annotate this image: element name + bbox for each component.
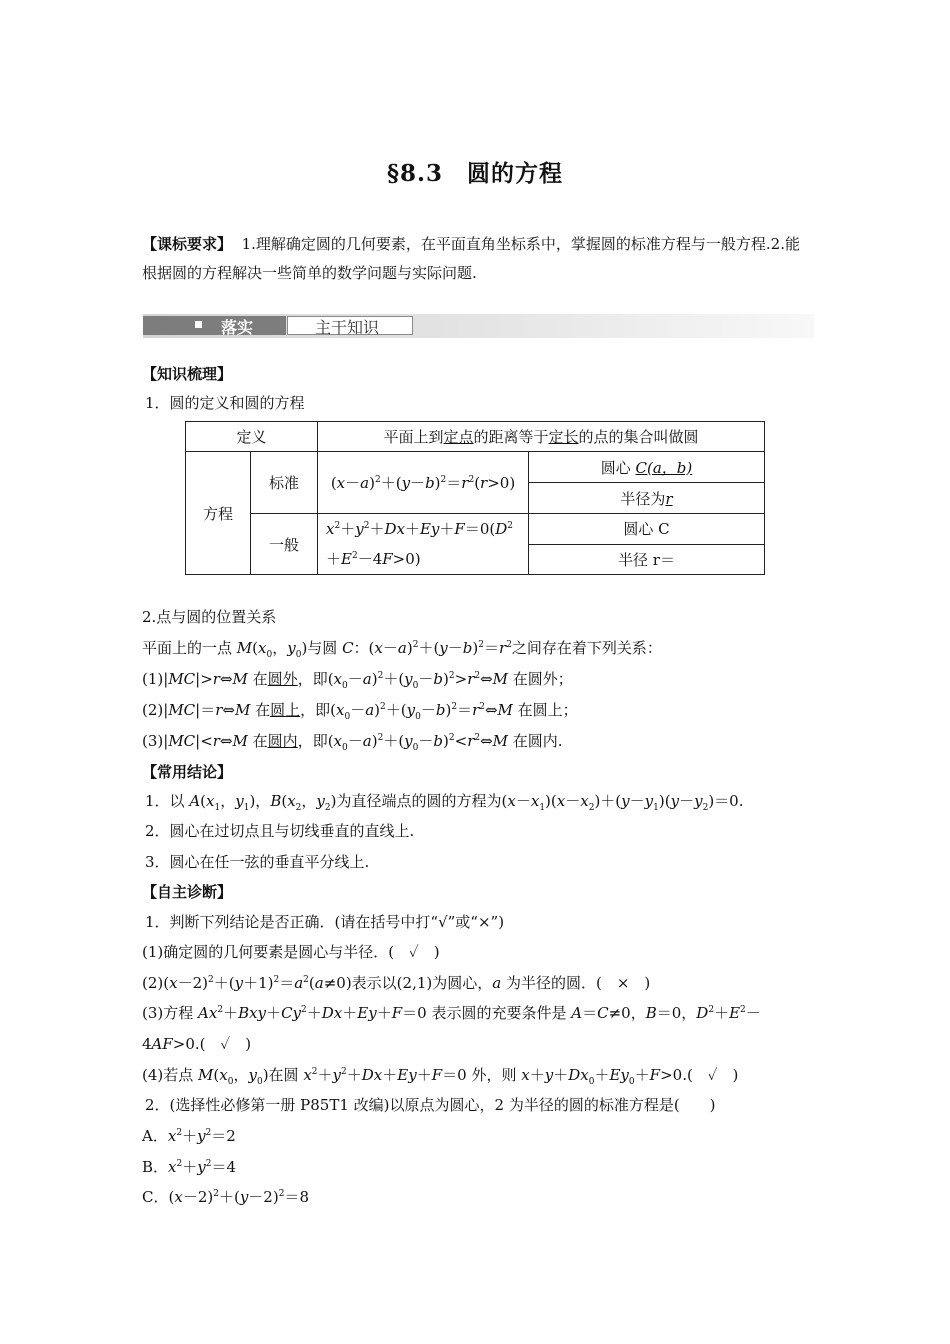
position-intro: 平面上的一点 $M(x_0$，$y_0$)与圆 C：$(x-a)^2+(y-b)^2=r^2$之间存在着下列关系： xyxy=(142,639,662,660)
knowledge-header: 【知识梳理】 xyxy=(142,365,233,383)
true-mark: ✓ xyxy=(220,1035,231,1053)
section-banner xyxy=(143,314,814,338)
diagnosis-q1-3b: 4AF>0.( ✓ ) xyxy=(142,1035,252,1053)
conclusion-1: 1．以 $A(x_1$，$y_1$)，$B(x_2$，$y_2$)为直径端点的圆的方程为$(x-x_1)(x-x_2)+(y-y_1)(y-y_2)=0$. xyxy=(145,792,744,813)
table-std-label: 标准 xyxy=(251,452,318,514)
conclusion-2: 2．圆心在过切点且与切线垂直的直线上. xyxy=(145,822,415,840)
banner-dark-label: 落实 xyxy=(221,318,254,337)
diagnosis-header: 【自主诊断】 xyxy=(142,883,233,901)
diagnosis-q1-1: (1)确定圆的几何要素是圆心与半径．( ✓ ) xyxy=(142,943,440,961)
knowledge-item-2: 2.点与圆的位置关系 xyxy=(142,608,277,626)
diagnosis-q1: 1．判断下列结论是否正确．(请在括号中打“√”或“×”) xyxy=(145,913,505,931)
table-def-label: 定义 xyxy=(186,422,318,452)
square-bullet-icon xyxy=(195,321,202,328)
false-mark: × xyxy=(616,974,630,992)
option-a: A．$x^2+y^2=2$ xyxy=(142,1127,236,1145)
knowledge-item-1: 1．圆的定义和圆的方程 xyxy=(145,394,305,412)
table-def-text: 平面上到定点的距离等于定长的点的集合叫做圆 xyxy=(318,422,765,452)
table-std-equation: $(x-a)^2+(y-b)^2=r^2(r>0)$ xyxy=(318,452,529,514)
position-inside: (3)|MC|<r⇔M 在圆内，即$(x_0-a)^2+(y_0-b)^2<r^2\Leftrightarrow M$ 在圆内. xyxy=(142,732,563,753)
circle-definition-table xyxy=(185,421,765,575)
conclusion-3: 3．圆心在任一弦的垂直平分线上. xyxy=(145,853,370,871)
table-gen-equation: $x^2+y^2+Dx+Ey+F=0(D^2$ $+E^2-4F>0$) xyxy=(318,514,529,575)
option-c: C．$(x-2)^2+(y-2)^2=8$ xyxy=(142,1188,309,1206)
true-mark: ✓ xyxy=(707,1066,718,1084)
option-b: B．$x^2+y^2=4$ xyxy=(142,1158,237,1176)
table-gen-label: 一般 xyxy=(251,514,318,575)
position-on: (2)|MC|＝r⇔M 在圆上，即$(x_0-a)^2+(y_0-b)^2=r^2\Leftrightarrow M$ 在圆上； xyxy=(142,701,578,722)
conclusions-header: 【常用结论】 xyxy=(142,763,233,781)
diagnosis-q1-4: (4)若点 $M(x_0$，$y_0$)在圆 $x^2+y^2+Dx+Ey+F=0$ 外，则 $x+y+Dx_0+Ey_0+F>0$.( ✓ ) xyxy=(142,1066,739,1087)
requirements-text: 1.理解确定圆的几何要素，在平面直角坐标系中，掌握圆的标准方程与一般方程.2.能根据圆的方程解决一些简单的数学问题与实际问题. xyxy=(142,235,800,282)
table-gen-center: 圆心 C xyxy=(529,514,765,545)
table-eq-label: 方程 xyxy=(186,452,251,575)
table-gen-radius: 半径 r＝ xyxy=(529,544,765,575)
table-std-center: 圆心 C(a，b) xyxy=(529,452,765,483)
diagnosis-q1-3a: (3)方程 $Ax^2+Bxy+Cy^2+Dx+Ey+F=0$ 表示圆的充要条件是 A＝C≠0，B＝0，$D^2+E^2-$ xyxy=(142,1004,761,1022)
position-outside: (1)|MC|>r⇔M 在圆外，即$(x_0-a)^2+(y_0-b)^2>r^2\Leftrightarrow M$ 在圆外； xyxy=(142,670,573,691)
diagnosis-q1-2: $(2)(x-2)^2+(y+1)^2=a^2(a\ne 0)$表示以(2,1)为圆心，a 为半径的圆．( × ) xyxy=(142,974,651,992)
table-std-radius: 半径为r xyxy=(529,483,765,514)
banner-light-label: 主干知识 xyxy=(315,318,380,337)
page-title: §8.3 圆的方程 xyxy=(386,160,564,187)
requirements-label: 【课标要求】 xyxy=(142,235,233,253)
curriculum-requirements xyxy=(142,230,808,288)
diagnosis-q2: 2．(选择性必修第一册 P85T1 改编)以原点为圆心，2 为半径的圆的标准方程是( ) xyxy=(145,1096,716,1114)
